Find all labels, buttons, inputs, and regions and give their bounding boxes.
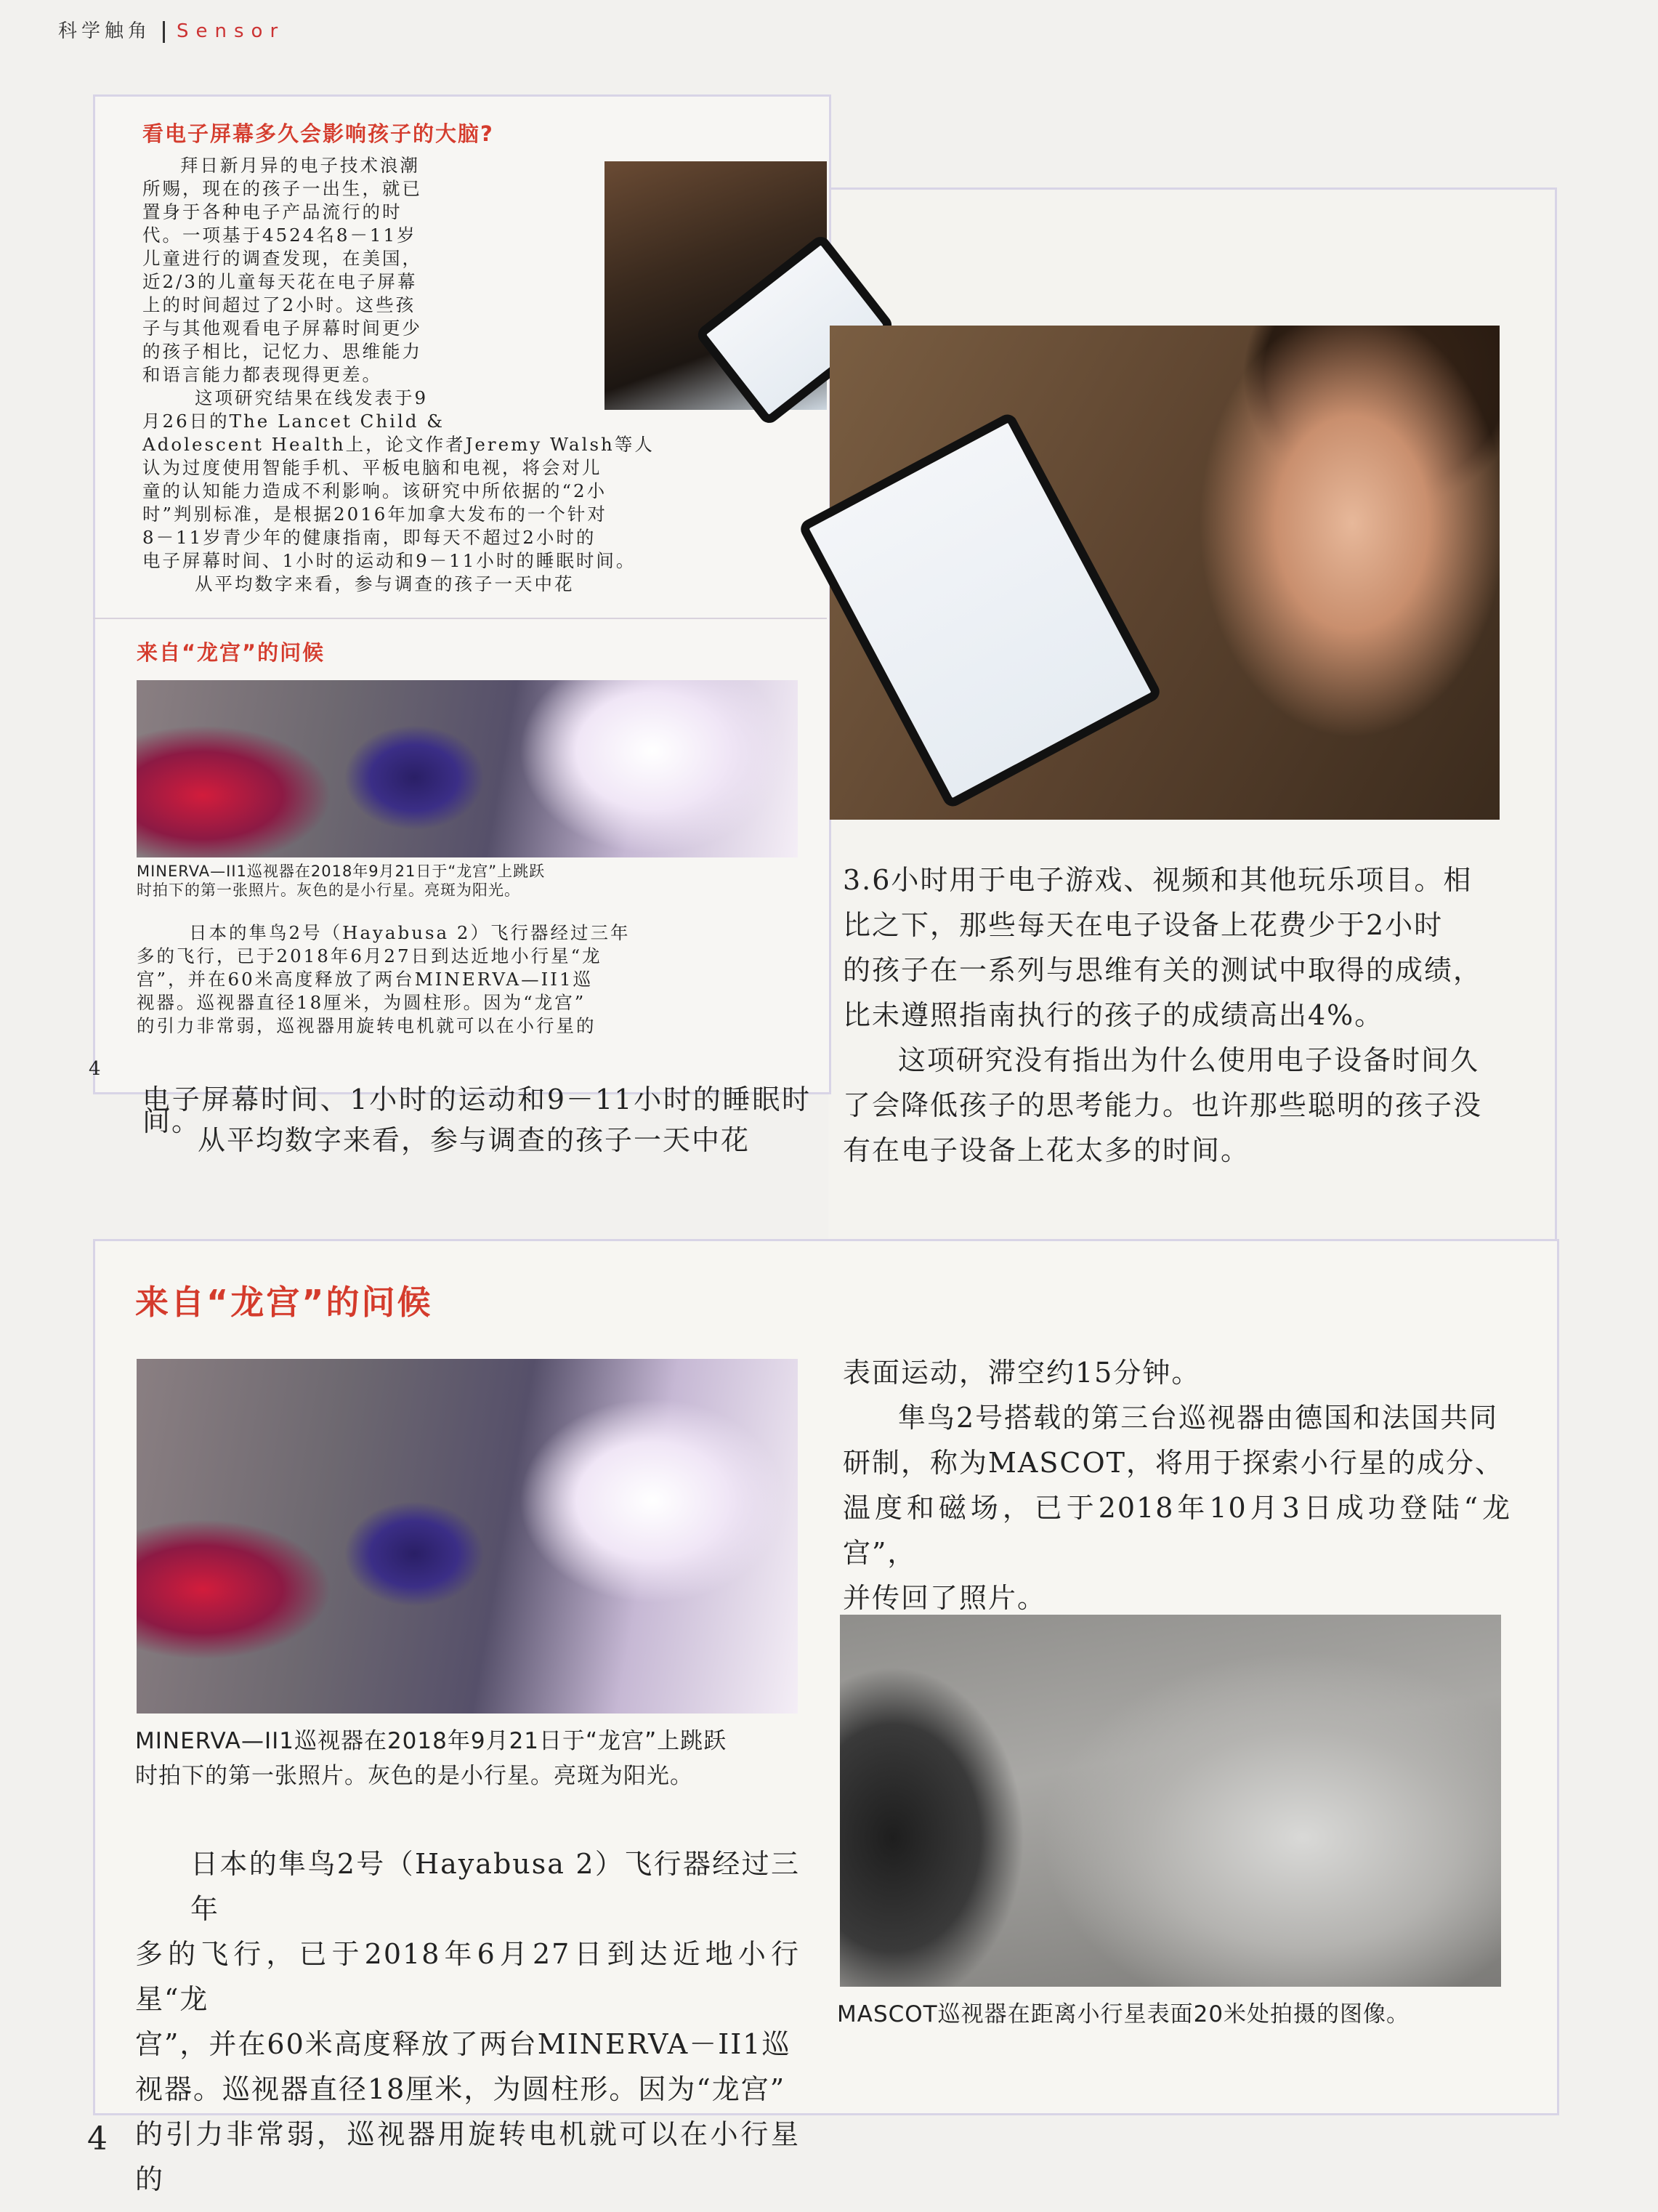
inner-article1-para2: [142, 387, 804, 596]
text-line: 置身于各种电子产品流行的时: [142, 201, 403, 222]
text-line: 的引力非常弱，巡视器用旋转电机就可以在小行星的: [135, 2118, 800, 2195]
tablet-screen: [797, 411, 1162, 810]
bottom-right-text: [843, 1350, 1511, 1620]
minerva-asteroid-photo: [137, 1359, 798, 1714]
inner-article2-para: [137, 921, 798, 1038]
mascot-caption: MASCOT巡视器在距离小行星表面20米处拍摄的图像。: [837, 2001, 1410, 2027]
text-line: 视器。巡视器直径18厘米，为圆柱形。因为“龙宫”: [135, 2073, 786, 2105]
text-line: 上的时间超过了2小时。这些孩: [142, 294, 416, 315]
minerva-caption: [135, 1724, 811, 1793]
text-line: 时”判别标准，是根据2016年加拿大发布的一个针对: [142, 504, 607, 525]
inner-divider: [93, 618, 827, 619]
text-line: 电子屏幕时间、1小时的运动和9－11小时的睡眠时间。: [142, 1083, 811, 1137]
text-line: 拜日新月异的电子技术浪潮: [180, 155, 420, 176]
text-line: 从平均数字来看，参与调查的孩子一天中花: [198, 1124, 751, 1156]
text-line: 的孩子相比，记忆力、思维能力: [142, 341, 422, 362]
text-line: 和语言能力都表现得更差。: [142, 364, 382, 385]
text-line: 认为过度使用智能手机、平板电脑和电视，将会对儿: [142, 457, 602, 478]
section-title-en: Sensor: [177, 20, 286, 42]
inner-asteroid-photo: [137, 680, 798, 857]
inner-article2-caption: [137, 862, 805, 900]
text-line: 电子屏幕时间、1小时的运动和9－11小时的睡眠时间。: [142, 550, 636, 571]
text-line: 宫”，并在60米高度释放了两台MINERVA－II1巡: [135, 2028, 791, 2060]
text-line: 温度和磁场，已于2018年10月3日成功登陆“龙宫”，: [843, 1492, 1511, 1569]
page-number: 4: [87, 2120, 108, 2157]
text-line: 近2/3的儿童每天花在电子屏幕: [142, 271, 418, 292]
text-line: 宫”，并在60米高度释放了两台MINERVA—II1巡: [137, 969, 594, 990]
section-header: [58, 16, 285, 43]
text-line: 从平均数字来看，参与调查的孩子一天中花: [195, 573, 575, 594]
inner-article1-title: 看电子屏幕多久会影响孩子的大脑?: [142, 121, 494, 146]
inner-article1-para1: [142, 154, 600, 387]
bottom-left-text: [135, 1841, 800, 2202]
text-line: 比之下，那些每天在电子设备上花费少于2小时: [843, 909, 1444, 941]
text-line: 8－11岁青少年的健康指南，即每天不超过2小时的: [142, 527, 597, 548]
text-line: 日本的隼鸟2号（Hayabusa 2）飞行器经过三年: [190, 1848, 800, 1925]
mascot-surface-photo: [840, 1615, 1501, 1987]
text-line: 并传回了照片。: [843, 1582, 1047, 1614]
text-line: 多的飞行，已于2018年6月27日到达近地小行星“龙: [135, 1938, 800, 2015]
inner-article2-title: 来自“龙宫”的问候: [137, 640, 325, 665]
text-line: 比未遵照指南执行的孩子的成绩高出4%。: [843, 999, 1384, 1031]
text-line: 表面运动，滞空约15分钟。: [843, 1357, 1201, 1389]
text-line: 的引力非常弱，巡视器用旋转电机就可以在小行星的: [137, 1015, 597, 1036]
text-line: 代。一项基于4524名8－11岁: [142, 225, 417, 246]
text-line: 月26日的The Lancet Child &: [142, 411, 445, 432]
text-line: MINERVA—II1巡视器在2018年9月21日于“龙宫”上跳跃: [135, 1728, 727, 1754]
inner-tablet-photo: [604, 161, 827, 410]
inner-page-number: 4: [89, 1058, 101, 1080]
text-line: 研制，称为MASCOT，将用于探索小行星的成分、: [843, 1447, 1504, 1479]
child-tablet-photo: [830, 326, 1500, 820]
text-line: 了会降低孩子的思考能力。也许那些聪明的孩子没: [843, 1089, 1483, 1121]
text-line: Adolescent Health上，论文作者Jeremy Walsh等人: [142, 434, 655, 455]
text-line: 多的飞行，已于2018年6月27日到达近地小行星“龙: [137, 945, 602, 966]
text-line: 所赐，现在的孩子一出生，就已: [142, 178, 422, 199]
text-line: MINERVA—II1巡视器在2018年9月21日于“龙宫”上跳跃: [137, 863, 546, 880]
text-line: 日本的隼鸟2号（Hayabusa 2）飞行器经过三年: [189, 922, 631, 943]
text-line: 时拍下的第一张照片。灰色的是小行星。亮斑为阳光。: [135, 1763, 693, 1789]
text-line: 的孩子在一系列与思维有关的测试中取得的成绩，: [843, 954, 1483, 986]
header-divider: [163, 21, 165, 43]
text-line: 有在电子设备上花太多的时间。: [843, 1134, 1250, 1166]
overflow-text: [142, 1083, 811, 1163]
text-line: 童的认知能力造成不利影响。该研究中所依据的“2小: [142, 480, 607, 501]
text-line: 视器。巡视器直径18厘米，为圆柱形。因为“龙宫”: [137, 992, 586, 1013]
bottom-article-title: 来自“龙宫”的问候: [135, 1283, 433, 1322]
text-line: 时拍下的第一张照片。灰色的是小行星。亮斑为阳光。: [137, 881, 520, 899]
right-column-text: [843, 857, 1511, 1173]
text-line: 隼鸟2号搭载的第三台巡视器由德国和法国共同: [898, 1402, 1499, 1434]
text-line: 这项研究没有指出为什么使用电子设备时间久: [898, 1044, 1480, 1076]
text-line: 儿童进行的调查发现，在美国，: [142, 248, 422, 269]
text-line: 子与其他观看电子屏幕时间更少: [142, 318, 422, 339]
text-line: 3.6小时用于电子游戏、视频和其他玩乐项目。相: [843, 864, 1473, 896]
section-title: 科学触角: [58, 20, 152, 42]
text-line: 这项研究结果在线发表于9: [195, 387, 429, 408]
